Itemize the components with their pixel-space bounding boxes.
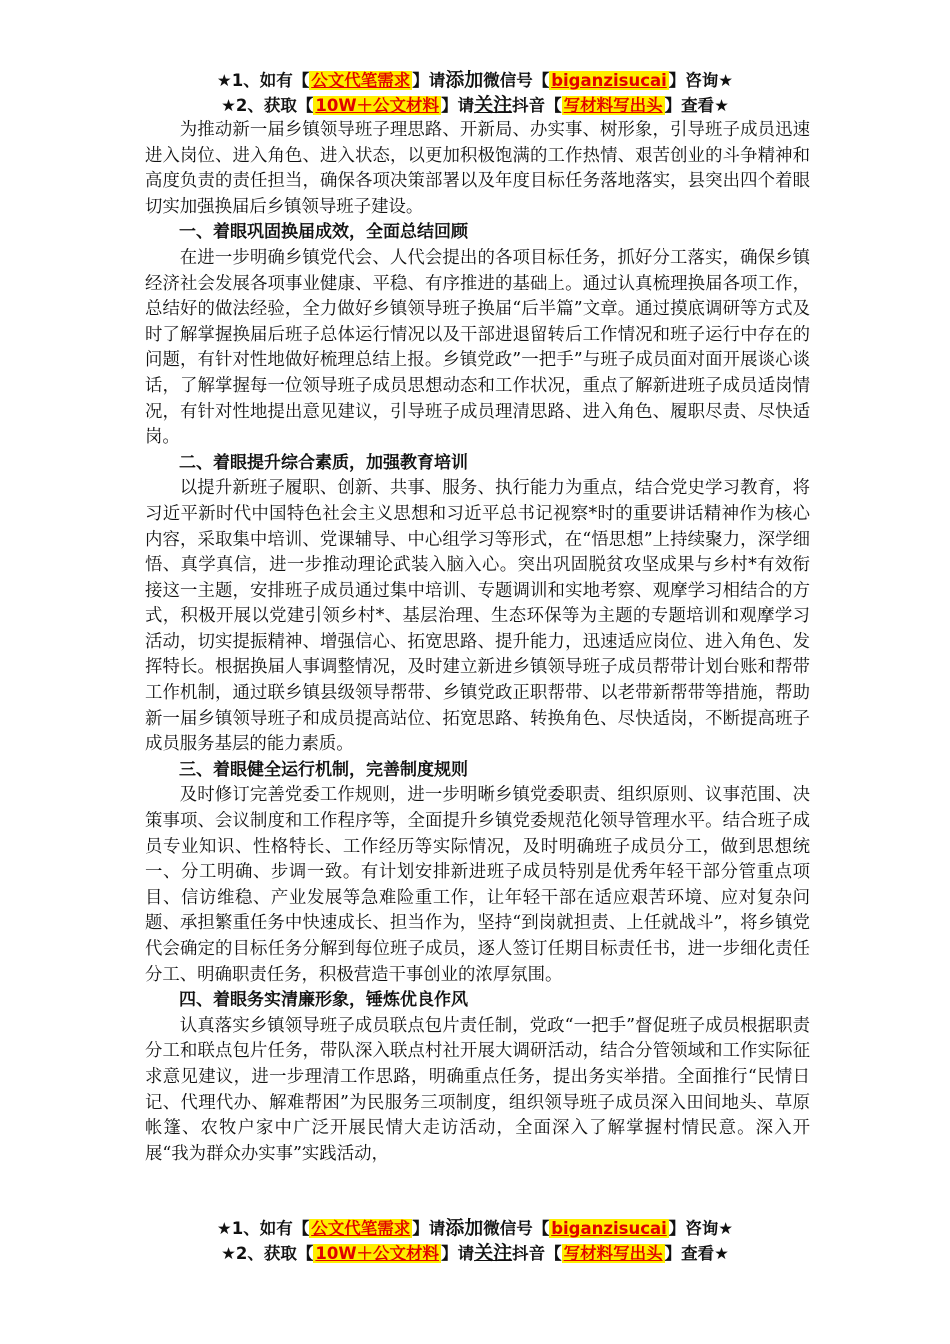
douyin-id-highlight: 写材料写出头	[563, 96, 663, 115]
promo-text: 抖音【	[512, 1244, 562, 1263]
section-heading: 一、着眼巩固换届成效，全面总结回顾	[179, 222, 468, 243]
promo-emphasis: 关注	[474, 94, 513, 116]
promo-line-2	[0, 1241, 950, 1266]
wechat-id-highlight: biganzisucai	[551, 1219, 667, 1238]
promo-emphasis: 添加	[445, 69, 484, 91]
document-body	[145, 118, 810, 1167]
promo-text: ★1、如有【	[216, 1219, 310, 1238]
promo-line-1	[0, 68, 950, 93]
promo-emphasis: 关注	[474, 1242, 513, 1264]
promo-text: ★2、获取【	[221, 1244, 314, 1263]
section-heading: 三、着眼健全运行机制，完善制度规则	[179, 759, 468, 780]
wechat-id-highlight: biganzisucai	[551, 71, 667, 90]
promo-banner-top	[0, 68, 950, 118]
promo-text: 】请	[441, 1244, 475, 1263]
intro-paragraph: 为推动新一届乡镇领导班子理思路、开新局、办实事、树形象，引导班子成员迅速进入岗位、进入角色、进入状态，以更加积极饱满的工作热情、艰苦创业的斗争精神和高度负责的责任担当，确保各项决策部署以及年度目标任务落地落实，县突出四个着眼切实加强换届后乡镇领导班子建设。	[145, 120, 810, 217]
promo-highlight: 10W＋公文材料	[315, 96, 440, 115]
section-paragraph: 在进一步明确乡镇党代会、人代会提出的各项目标任务，抓好分工落实，确保乡镇经济社会发展各项事业健康、平稳、有序推进的基础上。通过认真梳理换届各项工作，总结好的做法经验，全力做好乡镇领导班子换届“后半篇”文章。通过摸底调研等方式及时了解掌握换届后班子总体运行情况以及干部进退留转后工作情况和班子运行中存在的问题，有针对性地做好梳理总结上报。乡镇党政”一把手”与班子成员面对面开展谈心谈话，了解掌握每一位领导班子成员思想动态和工作状况，重点了解新进班子成员适岗情况，有针对性地提出意见建议，引导班子成员理清思路、进入角色、履职尽责、尽快适岗。	[145, 247, 810, 448]
promo-text: 】查看★	[664, 96, 729, 115]
promo-highlight: 10W＋公文材料	[315, 1244, 440, 1263]
douyin-id-highlight: 写材料写出头	[563, 1244, 663, 1263]
promo-text: 微信号【	[483, 1219, 550, 1238]
promo-text: 抖音【	[512, 96, 562, 115]
promo-text: ★1、如有【	[216, 71, 310, 90]
promo-highlight: 公文代笔需求	[311, 71, 411, 90]
promo-line-1	[0, 1216, 950, 1241]
promo-emphasis: 添加	[445, 1217, 484, 1239]
promo-text: 】请	[412, 71, 446, 90]
section-heading: 四、着眼务实清廉形象，锤炼优良作风	[179, 990, 468, 1011]
promo-banner-bottom	[0, 1216, 950, 1266]
promo-line-2	[0, 93, 950, 118]
promo-text: 】咨询★	[668, 1219, 734, 1238]
promo-text: 】请	[412, 1219, 446, 1238]
promo-text: 微信号【	[483, 71, 550, 90]
promo-text: 】查看★	[664, 1244, 729, 1263]
promo-text: 】请	[441, 96, 475, 115]
promo-text: 】咨询★	[668, 71, 734, 90]
section-heading: 二、着眼提升综合素质，加强教育培训	[179, 452, 468, 473]
promo-text: ★2、获取【	[221, 96, 314, 115]
section-paragraph: 认真落实乡镇领导班子成员联点包片责任制，党政“一把手”督促班子成员根据职责分工和联点包片任务，带队深入联点村社开展大调研活动，结合分管领域和工作实际征求意见建议，进一步理清工作思路，明确重点任务，提出务实举措。全面推行“民情日记、代理代办、解难帮困”为民服务三项制度，组织领导班子成员深入田间地头、草原帐篷、农牧户家中广泛开展民情大走访活动，全面深入了解掌握村情民意。深入开展“我为群众办实事”实践活动，	[145, 1015, 810, 1164]
section-paragraph: 以提升新班子履职、创新、共事、服务、执行能力为重点，结合党史学习教育，将习近平新时代中国特色社会主义思想和习近平总书记视察*时的重要讲话精神作为核心内容，采取集中培训、党课辅导、中心组学习等形式，在“悟思想”上持续聚力，深学细悟、真学真信，进一步推动理论武装入脑入心。突出巩固脱贫攻坚成果与乡村*有效衔接这一主题，安排班子成员通过集中培训、专题调训和实地考察、观摩学习相结合的方式，积极开展以党建引领乡村*、基层治理、生态环保等为主题的专题培训和观摩学习活动，切实提振精神、增强信心、拓宽思路、提升能力，迅速适应岗位、进入角色、发挥特长。根据换届人事调整情况，及时建立新进乡镇领导班子成员帮带计划台账和帮带工作机制，通过联乡镇县级领导帮带、乡镇党政正职帮带、以老带新帮带等措施，帮助新一届乡镇领导班子和成员提高站位、拓宽思路、转换角色、尽快适岗，不断提高班子成员服务基层的能力素质。	[145, 478, 810, 755]
section-paragraph: 及时修订完善党委工作规则，进一步明晰乡镇党委职责、组织原则、议事范围、决策事项、会议制度和工作程序等，全面提升乡镇党委规范化领导管理水平。结合班子成员专业知识、性格特长、工作经历等实际情况，及时明确班子成员分工，做到思想统一、分工明确、步调一致。有计划安排新进班子成员特别是优秀年轻干部分管重点项目、信访维稳、产业发展等急难险重工作，让年轻干部在适应艰苦环境、应对复杂问题、承担繁重任务中快速成长、担当作为，坚持“到岗就担责、上任就战斗”，将乡镇党代会确定的目标任务分解到每位班子成员，逐人签订任期目标责任书，进一步细化责任分工、明确职责任务，积极营造干事创业的浓厚氛围。	[145, 785, 810, 985]
promo-highlight: 公文代笔需求	[311, 1219, 411, 1238]
